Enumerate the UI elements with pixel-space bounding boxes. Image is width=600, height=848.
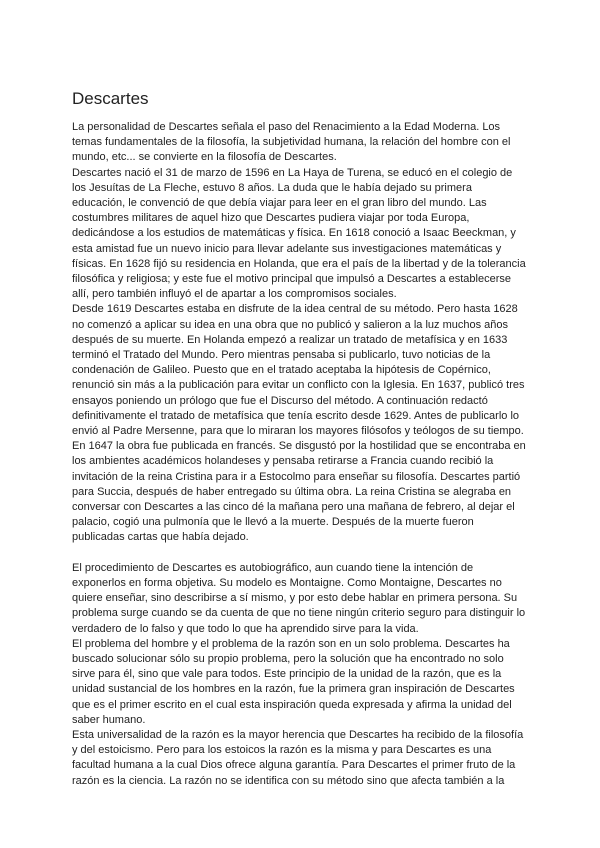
paragraph-early-life: Descartes nació el 31 de marzo de 1596 en La Haya de Turena, se educó en el colegio de los Jesuítas de La Fleche, estuvo 8 años. La duda que le había dejado su primera educación, le convenció de que debía viajar para leer en el gran libro del mundo. Las costumbres militares de aquel hizo que Descartes pudiera viajar por toda Europa, dedicándose a los estudios de matemáticas y física. En 1618 conoció a Isaac Beeckman, y esta amistad fue un nuevo inicio para llevar adelante sus investigaciones matemáticas y físicas. En 1628 fijó su residencia en Holanda, que era el país de la libertad y de la tolerancia filosófica y religiosa; y este fue el motivo principal que impulsó a Descartes a establecerse allí, pero también influyó el de apartar a los compromisos sociales. [72,166,526,301]
paragraph-universality-of-reason: Esta universalidad de la razón es la mayor herencia que Descartes ha recibido de la filosofía y del estoicismo. Pero para los estoicos la razón es la misma y para Descartes es una facultad humana a la cual Dios ofrece alguna garantía. Para Descartes el primer fruto de la razón es la ciencia. La razón no se identifica con su método sino que afecta también a la [72,728,524,787]
document-title: Descartes [72,89,149,108]
document-page [72,88,528,789]
section-philosophy [72,561,528,789]
section-divider [72,546,528,561]
section-biography [72,120,528,546]
paragraph-works-and-death: Desde 1619 Descartes estaba en disfrute de la idea central de su método. Pero hasta 1628 no comenzó a aplicar su idea en una obra que no publicó y salieron a la luz muchos años después de su muerte. En Holanda empezó a realizar un tratado de metafísica y en 1633 terminó el Tratado del Mundo. Pero mientras pensaba si publicarlo, tuvo noticias de la condenación de Galileo. Puesto que en el tratado aceptaba la hipótesis de Copérnico, renunció sin más a la publicación para evitar un conflicto con la Iglesia. En 1637, publicó tres ensayos poniendo un prólogo que fue el Discurso del método. A continuación redactó definitivamente el tratado de metafísica que tenía escrito desde 1629. Antes de publicarlo lo envió al Padre Mersenne, para que lo miraran los mayores filósofos y teólogos de su tiempo. En 1647 la obra fue publicada en francés. Se disgustó por la hostilidad que se encontraba en los ambientes académicos holandeses y pensaba retirarse a Francia cuando recibió la invitación de la reina Cristina para ir a Estocolmo para enseñar su filosofía. Descartes partió para Succia, después de haber entregado su última obra. La reina Cristina se alegraba en conversar con Descartes a las cinco dé la mañana pero una mañana de febrero, al dejar el palacio, cogió una pulmonía que le llevó a la muerte. Después de la muerte fueron publicadas cartas que había dejado. [72,303,526,544]
paragraph-intro: La personalidad de Descartes señala el paso del Renacimiento a la Edad Moderna. Los temas fundamentales de la filosofía, la subjetividad humana, la relación del hombre con el mundo, etc... se convierte en la filosofía de Descartes. [72,121,511,164]
paragraph-procedure: El procedimiento de Descartes es autobiográfico, aun cuando tiene la intención de exponerlos en forma objetiva. Su modelo es Montaigne. Como Montaigne, Descartes no quiere enseñar, sino describirse a sí mismo, y por esto debe hablar en primera persona. Su problema surge cuando se da cuenta de que no tiene ningún criterio seguro para distinguir lo verdadero de lo falso y que todo lo que ha aprendido sirve para la vida. [72,561,526,635]
paragraph-problem-of-reason: El problema del hombre y el problema de la razón son en un solo problema. Descartes ha buscado solucionar sólo su propio problema, pero la solución que ha encontrado no solo sirve para él, sino que vale para todos. Este principio de la unidad de la razón, que es la unidad sustancial de los hombres en la razón, fue la primera gran inspiración de Descartes que es el primer escrito en el cual esta inspiración queda expresada y afirma la unidad del saber humano. [72,637,515,726]
